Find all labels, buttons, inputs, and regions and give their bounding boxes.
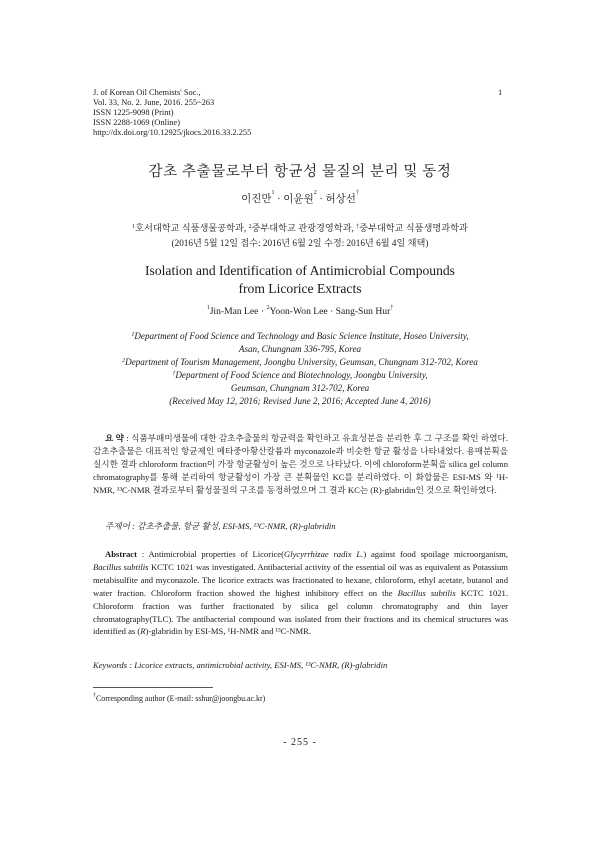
english-authors: $^1$Jin-Man Lee · $^2$Yoon-Won Lee · Sang-Sun Hur† xyxy=(206,305,394,317)
journal-line: J. of Korean Oil Chemists' Soc., xyxy=(93,88,201,97)
footnote-divider xyxy=(93,687,213,688)
korean-authors: 이진만$^1$ · 이윤원$^2$ · 허상선† xyxy=(241,190,359,205)
journal-line: ISSN 1225-9098 (Print) xyxy=(93,107,174,117)
english-affiliation: $^1$Department of Food Science and Technology and Basic Science Institute, Hoseo University, Asan, Chungnam 336-795, Korea $^2$Department of Tourism Management, Joongbu University, Geumsan, Chungnam 312-702, Korea †Department of Food Science and Biotechnology, Joongbu University, Geumsan, Chungnam 312-702, Korea (Received May 12, 2016; Revised June 2, 2016; Accepted June 4, 2016) xyxy=(0,330,600,408)
journal-info xyxy=(93,88,251,138)
author-name: Yoon-Won Lee xyxy=(269,306,328,317)
korean-title: 감초 추출물로부터 항균성 물질의 분리 및 동정 xyxy=(148,164,452,180)
english-dates: (Received May 12, 2016; Revised June 2, 2016; Accepted June 4, 2016) xyxy=(169,396,431,406)
abstract-label: 요 약 xyxy=(105,433,124,443)
corresponding-author-footnote: †Corresponding author (E-mail: sshur@joongbu.ac.kr) xyxy=(93,693,266,703)
korean-affiliation: $^1$호서대학교 식품생물공학과, $^2$중부대학교 관광경영학과, †중부대학교 식품생명과학과 (2016년 5월 12일 접수: 2016년 6월 2일 수정: 2016년 6월 4일 채택) xyxy=(0,221,600,251)
journal-line: Vol. 33, No. 2. June, 2016. 255~263 xyxy=(93,97,215,107)
korean-keywords: 주제어 : 감초추출물, 항균 활성, ESI-MS, ¹³C-NMR, (R)-glabridin xyxy=(105,521,336,531)
page-footer-number: - 255 - xyxy=(283,737,317,748)
korean-abstract: 요 약 : 식품부패미생물에 대한 감초추출물의 항균력을 확인하고 유효성분을 분리한 후 그 구조를 확인 하였다. 감초추출물은 대표적인 항균제인 메타중아황산칼륨과 myconazole과 비슷한 항균 활성을 나타내었다. 용매분획을 실시한 결과 chloroform fraction이 가장 항균활성이 높은 것으로 나타났다. 이에 chloroform분획을 silica gel column chromatography를 통해 분리하여 항균활성이 가장 큰 분획물인 KC를 분리하였다. 이 화합물은 ESI-MS 와 ¹H-NMR, ¹³C-NMR 결과로부터 활성물질의 구조를 동정하였으며 그 결과 KC는 (R)-glabridin인 것으로 확인하였다. xyxy=(93,433,508,495)
english-abstract: Abstract : Antimicrobial properties of Licorice(Glycyrrhizae radix L.) against food spoilage microorganism, Bacillus subtilis KCTC 1021 was investigated. Antibacterial activity of the essential oil was as equivalent as Potassium metabisulfite and myconazole. The licorice extracts was fractionated to hexane, chloroform, ethyl acetate, butanol and water fraction. Chloroform fraction showed the highest inhibitory effect on the Bacillus subtilis KCTC 1021. Chloroform fraction was further fractionated by silica gel column chromatography and thin layer chromatography(TLC). The antibacterial compound was isolated from their fractions and its chemical structures was identified as (R)-glabridin by ESI-MS, ¹H-NMR and ¹³C-NMR. xyxy=(93,549,509,637)
author-name: 이윤원 xyxy=(283,194,314,205)
author-name: Sang-Sun Hur xyxy=(335,306,391,317)
english-title: Isolation and Identification of Antimicrobial Compounds from Licorice Extracts xyxy=(145,263,455,296)
abstract-label: Abstract xyxy=(105,549,137,559)
doi-link[interactable]: http://dx.doi.org/10.12925/jkocs.2016.33.2.255 xyxy=(93,127,252,137)
header-page-number: 1 xyxy=(498,88,503,97)
korean-dates: (2016년 5월 12일 접수: 2016년 6월 2일 수정: 2016년 6월 4일 채택) xyxy=(171,238,429,248)
journal-line: ISSN 2288-1069 (Online) xyxy=(93,117,181,127)
english-keywords: Keywords : Licorice extracts, antimicrobial activity, ESI-MS, ¹³C-NMR, (R)-glabridin xyxy=(93,660,388,670)
author-name: 허상선 xyxy=(325,194,356,205)
author-name: 이진만 xyxy=(241,194,272,205)
author-name: Jin-Man Lee xyxy=(209,306,259,317)
